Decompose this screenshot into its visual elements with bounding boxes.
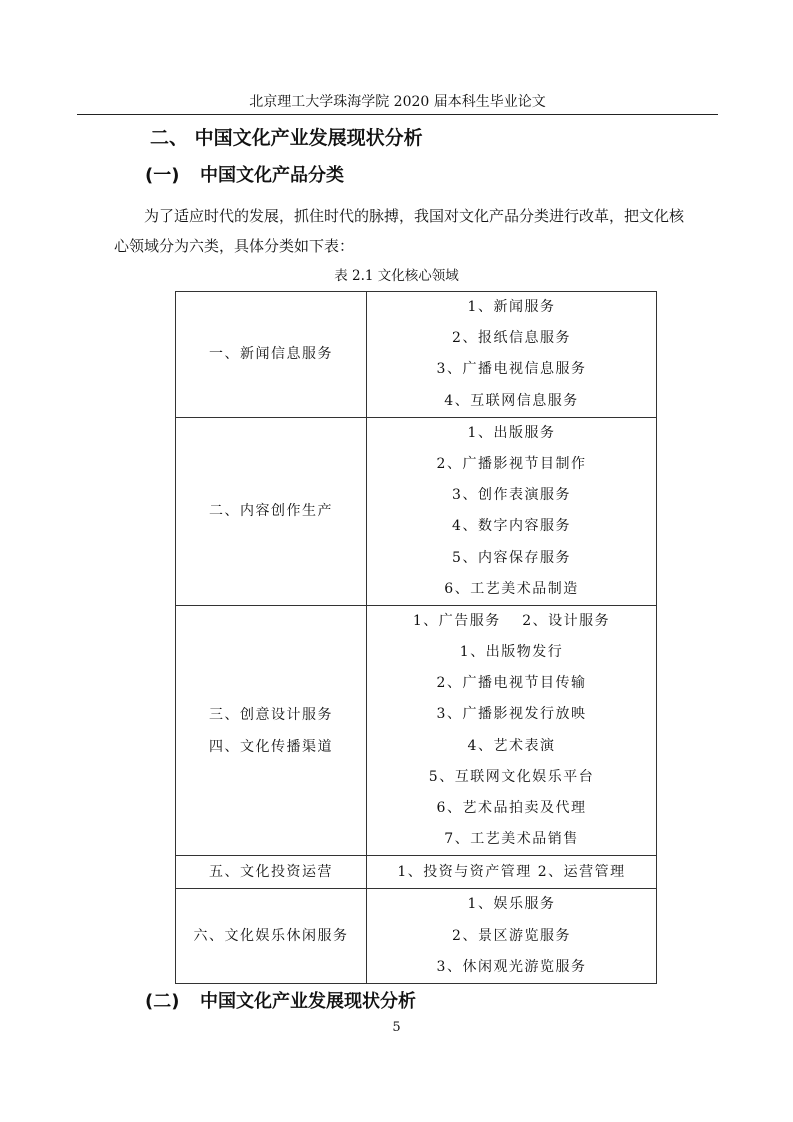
subsection-number: (一) (145, 165, 180, 186)
page-header: 北京理工大学珠海学院 2020 届本科生毕业论文 (249, 94, 546, 110)
service-item: 3、休闲观光游览服务 (436, 958, 587, 975)
table-row (176, 292, 657, 418)
service-item: 5、互联网文化娱乐平台 (428, 768, 595, 785)
table-row (176, 605, 657, 856)
service-item: 3、创作表演服务 (452, 487, 571, 504)
table-row (176, 417, 657, 605)
items-cell (367, 856, 657, 889)
category-cell (176, 856, 367, 889)
service-item: 1、广告服务 2、设计服务 (412, 612, 611, 629)
category-cell (176, 889, 367, 984)
page-number: 5 (392, 1020, 401, 1035)
service-item: 1、出版物发行 (459, 644, 564, 661)
service-item: 2、广播影视节目制作 (436, 455, 587, 472)
table-row (176, 856, 657, 889)
service-item: 7、工艺美术品销售 (444, 831, 579, 848)
service-item: 1、新闻服务 (467, 299, 556, 315)
subsection-number: (二) (145, 991, 180, 1012)
service-item: 1、投资与资产管理 2、运营管理 (397, 863, 626, 880)
category-label: 二、内容创作生产 (209, 503, 333, 520)
service-item: 6、工艺美术品制造 (444, 580, 579, 597)
items-cell (367, 889, 657, 984)
service-item: 4、艺术表演 (467, 737, 556, 754)
service-item: 6、艺术品拍卖及代理 (436, 800, 587, 816)
service-item: 2、广播电视节目传输 (436, 675, 587, 692)
table-caption: 表 2.1 文化核心领域 (334, 268, 459, 284)
items-cell (367, 605, 657, 856)
category-label: 三、创意设计服务 (209, 706, 333, 723)
service-item: 2、景区游览服务 (452, 927, 571, 944)
items-cell (367, 292, 657, 418)
subsection-heading-1 (145, 163, 344, 189)
subsection-heading-2 (145, 989, 416, 1015)
service-item: 4、数字内容服务 (452, 518, 571, 535)
service-item: 5、内容保存服务 (452, 549, 571, 566)
service-item: 2、报纸信息服务 (452, 330, 571, 347)
table-row (176, 889, 657, 984)
category-cell (176, 605, 367, 856)
intro-paragraph (114, 201, 734, 261)
service-item: 1、出版服务 (467, 424, 556, 441)
header-divider (77, 114, 718, 115)
service-item: 3、广播影视发行放映 (436, 706, 587, 723)
culture-core-table (175, 291, 657, 984)
category-cell (176, 292, 367, 418)
subsection-title: 中国文化产业发展现状分析 (200, 991, 416, 1012)
service-item: 1、娱乐服务 (467, 896, 556, 913)
paragraph-line: 为了适应时代的发展，抓住时代的脉搏，我国对文化产品分类进行改革，把文化核 (144, 207, 685, 225)
category-label: 一、新闻信息服务 (209, 346, 333, 363)
service-item: 4、互联网信息服务 (444, 392, 579, 409)
service-item: 3、广播电视信息服务 (436, 361, 587, 378)
category-label: 四、文化传播渠道 (209, 738, 333, 755)
section-title: 二、 中国文化产业发展现状分析 (150, 127, 423, 149)
category-label: 六、文化娱乐休闲服务 (193, 928, 349, 945)
items-cell (367, 417, 657, 605)
category-label: 五、文化投资运营 (209, 864, 333, 881)
paragraph-line: 心领域分为六类，具体分类如下表： (114, 237, 355, 255)
category-cell (176, 417, 367, 605)
subsection-title: 中国文化产品分类 (200, 165, 344, 186)
